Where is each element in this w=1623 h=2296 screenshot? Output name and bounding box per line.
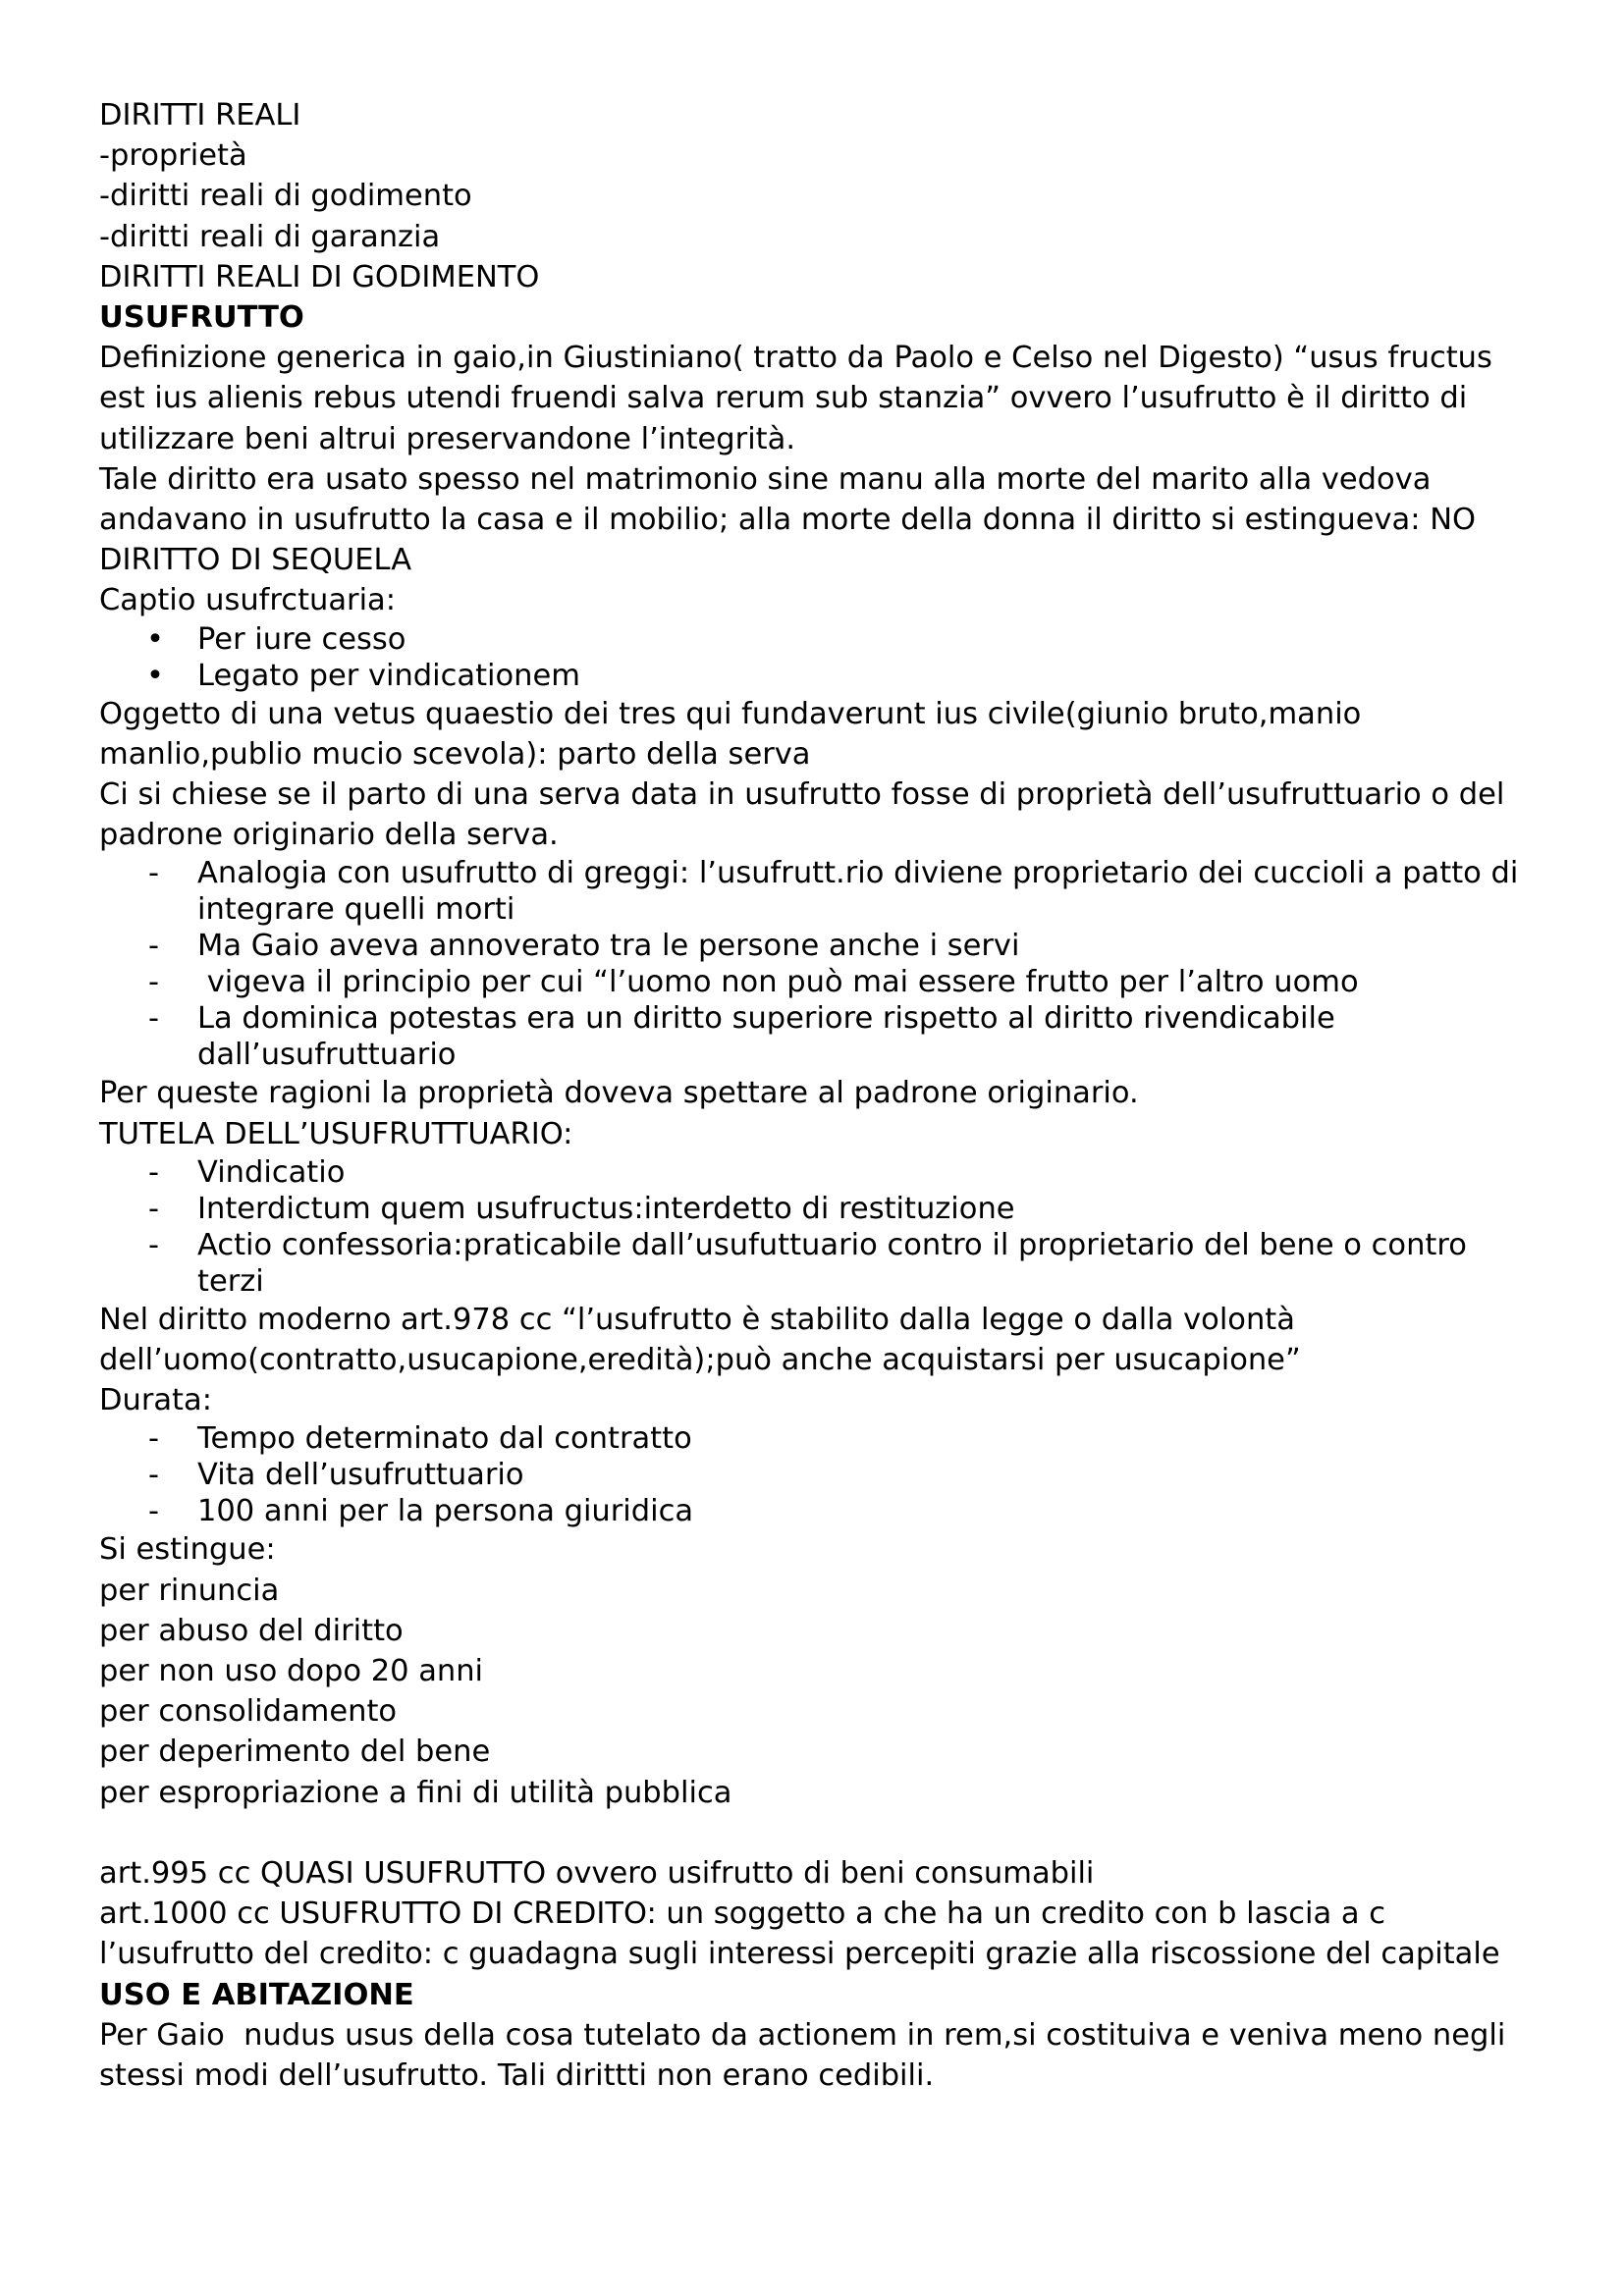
- paragraph-art995: art.995 cc QUASI USUFRUTTO ovvero usifrutto di beni consumabili: [99, 1855, 1095, 1891]
- heading-usufrutto: USUFRUTTO: [99, 300, 304, 336]
- dash-icon: -: [148, 1191, 160, 1226]
- estingue-item: per abuso del diritto: [99, 1613, 404, 1648]
- dash-icon: -: [148, 1227, 160, 1262]
- list-item: - La dominica potestas era un diritto superiore rispetto al diritto rivendicabile dall’usufruttuario: [148, 1001, 1335, 1073]
- dash-icon: -: [148, 1154, 160, 1190]
- list-item: - 100 anni per la persona giuridica: [148, 1494, 694, 1529]
- paragraph-gaio-line: stessi modi dell’usufrutto. Tali dirittti non erano cedibili.: [99, 2057, 935, 2093]
- dash-icon: -: [148, 1421, 160, 1457]
- paragraph-definizione-line: utilizzare beni altrui preservandone l’integrità.: [99, 421, 796, 456]
- paragraph-definizione-line: est ius alienis rebus utendi fruendi salva rerum sub stanzia” ovvero l’usufrutto è il diritto di: [99, 381, 1468, 416]
- list-item: - Analogia con usufrutto di greggi: l’usufrutt.rio diviene proprietario dei cuccioli a patto di integrare quelli morti: [148, 856, 1519, 928]
- durata-label: Durata:: [99, 1383, 212, 1418]
- heading-diritti-reali: DIRITTI REALI: [99, 98, 301, 133]
- dash-icon: -: [148, 1494, 160, 1529]
- list-item: • Legato per vindicationem: [146, 658, 580, 693]
- paragraph-oggetto-line: Oggetto di una vetus quaestio dei tres qui fundaverunt ius civile(giunio bruto,manio: [99, 696, 1362, 731]
- estingue-item: per deperimento del bene: [99, 1735, 491, 1770]
- captio-list: [99, 621, 1533, 694]
- paragraph-matrimonio-line: Tale diritto era usato spesso nel matrimonio sine manu alla morte del marito alla vedova: [99, 461, 1432, 497]
- estingue-label: Si estingue:: [99, 1532, 276, 1568]
- dash-icon: -: [148, 965, 160, 1000]
- paragraph-matrimonio-line: DIRITTO DI SEQUELA: [99, 543, 412, 578]
- heading-godimento: DIRITTI REALI DI GODIMENTO: [99, 259, 540, 294]
- paragraph-chiese-line: padrone originario della serva.: [99, 818, 559, 853]
- paragraph-definizione-line: Definizione generica in gaio,in Giustiniano( tratto da Paolo e Celso nel Digesto) “usus fructus: [99, 341, 1492, 376]
- document-page: [99, 95, 1533, 2096]
- paragraph-gaio-line: Per Gaio nudus usus della cosa tutelato da actionem in rem,si costituiva e veniva meno negli: [99, 2017, 1506, 2053]
- list-item-reali: -proprietà: [99, 138, 247, 174]
- durata-list: [99, 1420, 1533, 1529]
- paragraph-art1000-line: art.1000 cc USUFRUTTO DI CREDITO: un soggetto a che ha un credito con b lascia a c: [99, 1896, 1385, 1932]
- dash-icon: -: [148, 929, 160, 964]
- paragraph-oggetto-line: manlio,publio mucio scevola): parto della serva: [99, 736, 811, 772]
- estingue-item: per espropriazione a fini di utilità pubblica: [99, 1775, 732, 1810]
- paragraph-moderno-line: Nel diritto moderno art.978 cc “l’usufrutto è stabilito dalla legge o dalla volontà: [99, 1302, 1295, 1337]
- serva-list: [99, 855, 1533, 1073]
- paragraph-ragioni: Per queste ragioni la proprietà doveva spettare al padrone originario.: [99, 1076, 1139, 1111]
- list-item: - Actio confessoria:praticabile dall’usufuttuario contro il proprietario del bene o contro terzi: [148, 1227, 1467, 1299]
- paragraph-chiese-line: Ci si chiese se il parto di una serva data in usufrutto fosse di proprietà dell’usufruttuario o del: [99, 777, 1505, 813]
- estingue-item: per non uso dopo 20 anni: [99, 1654, 484, 1689]
- list-item: - Interdictum quem usufructus:interdetto di restituzione: [148, 1191, 1015, 1226]
- list-item: - vigeva il principio per cui “l’uomo non può mai essere frutto per l’altro uomo: [148, 965, 1359, 1000]
- bullet-icon: •: [146, 658, 164, 693]
- list-item-reali: -diritti reali di garanzia: [99, 219, 441, 254]
- estingue-item: per rinuncia: [99, 1573, 280, 1608]
- list-item: • Per iure cesso: [146, 621, 406, 657]
- tutela-list: [99, 1154, 1533, 1300]
- list-item: - Vita dell’usufruttuario: [148, 1458, 524, 1493]
- list-item: - Ma Gaio aveva annoverato tra le persone anche i servi: [148, 929, 1020, 964]
- bullet-icon: •: [146, 621, 164, 657]
- dash-icon: -: [148, 856, 160, 891]
- list-item-reali: -diritti reali di godimento: [99, 179, 472, 214]
- blank-line: [99, 1813, 1533, 1853]
- heading-uso-abitazione: USO E ABITAZIONE: [99, 1977, 414, 2012]
- captio-label: Captio usufrctuaria:: [99, 583, 397, 618]
- paragraph-art1000-line: l’usufrutto del credito: c guadagna sugli interessi percepiti grazie alla riscossione del capitale: [99, 1937, 1500, 1972]
- dash-icon: -: [148, 1458, 160, 1493]
- paragraph-moderno-line: dell’uomo(contratto,usucapione,eredità);può anche acquistarsi per usucapione”: [99, 1343, 1301, 1378]
- list-item: - Vindicatio: [148, 1154, 346, 1190]
- estingue-item: per consolidamento: [99, 1694, 398, 1730]
- paragraph-matrimonio-line: andavano in usufrutto la casa e il mobilio; alla morte della donna il diritto si estingueva: NO: [99, 503, 1477, 538]
- tutela-label: TUTELA DELL’USUFRUTTUARIO:: [99, 1116, 573, 1151]
- list-item: - Tempo determinato dal contratto: [148, 1421, 692, 1457]
- dash-icon: -: [148, 1001, 160, 1037]
